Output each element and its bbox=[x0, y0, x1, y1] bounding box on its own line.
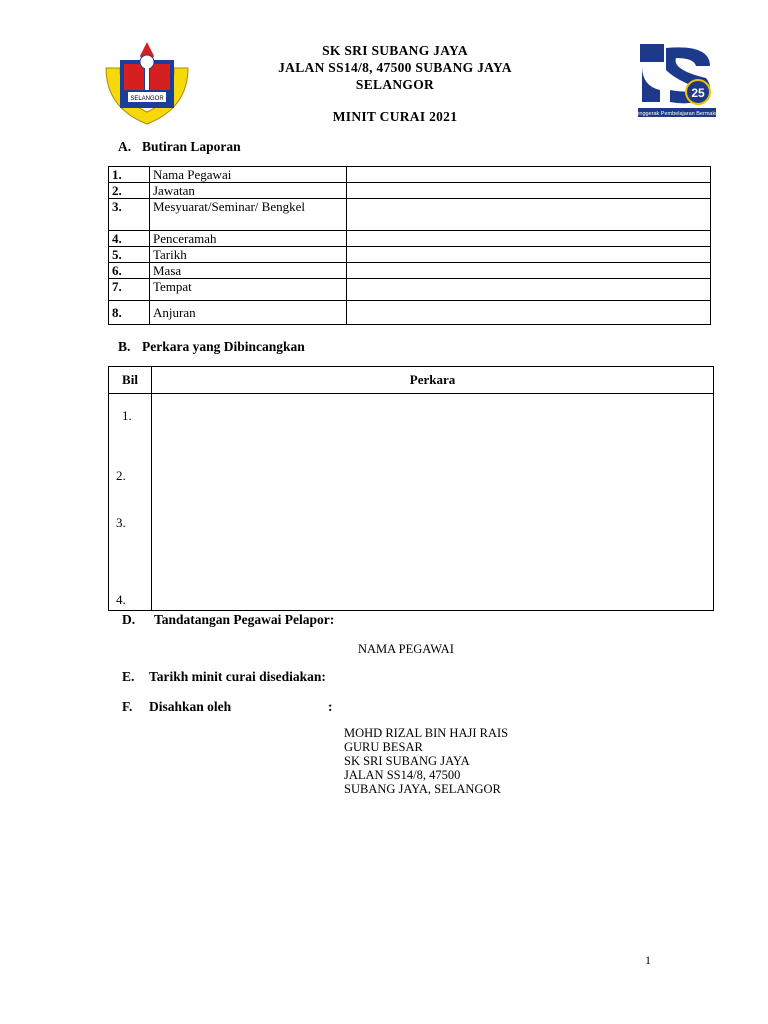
signatory-name: MOHD RIZAL BIN HAJI RAIS bbox=[344, 726, 509, 740]
row-label: Mesyuarat/Seminar/ Bengkel bbox=[150, 199, 347, 231]
signatory-address: JALAN SS14/8, 47500 bbox=[344, 768, 461, 782]
section-d-letter: D. bbox=[122, 612, 136, 627]
bil-item: 4. bbox=[116, 592, 126, 607]
row-label: Jawatan bbox=[150, 183, 347, 199]
school-state: SELANGOR bbox=[355, 77, 435, 92]
school-crest-logo bbox=[102, 38, 192, 126]
column-header-bil: Bil bbox=[109, 367, 152, 394]
section-a-heading bbox=[118, 139, 241, 155]
row-label: Masa bbox=[150, 263, 347, 279]
section-f-colon: : bbox=[328, 699, 333, 714]
anniversary-logo bbox=[636, 40, 718, 120]
column-header-perkara: Perkara bbox=[152, 367, 714, 394]
row-number: 6. bbox=[109, 263, 150, 279]
row-label: Penceramah bbox=[150, 231, 347, 247]
bil-item: 1. bbox=[122, 408, 132, 423]
row-value[interactable] bbox=[347, 167, 711, 183]
row-number: 7. bbox=[109, 279, 150, 301]
butiran-table bbox=[108, 166, 711, 325]
section-e-title: Tarikh minit curai disediakan: bbox=[149, 669, 326, 684]
row-value[interactable] bbox=[347, 247, 711, 263]
section-f-letter: F. bbox=[122, 699, 133, 714]
logo-number: 25 bbox=[691, 86, 705, 100]
section-f-heading bbox=[122, 699, 231, 715]
row-number: 5. bbox=[109, 247, 150, 263]
row-number: 8. bbox=[109, 301, 150, 325]
row-value[interactable] bbox=[347, 301, 711, 325]
row-value[interactable] bbox=[347, 199, 711, 231]
table-row bbox=[109, 231, 711, 247]
row-number: 1. bbox=[109, 167, 150, 183]
row-number: 3. bbox=[109, 199, 150, 231]
row-label: Nama Pegawai bbox=[150, 167, 347, 183]
row-value[interactable] bbox=[347, 231, 711, 247]
section-a-title: Butiran Laporan bbox=[142, 139, 241, 154]
signatory-school: SK SRI SUBANG JAYA bbox=[344, 754, 470, 768]
bil-cell bbox=[109, 394, 152, 611]
bil-item: 2. bbox=[116, 468, 126, 483]
section-b-heading bbox=[118, 339, 305, 355]
section-d-title: Tandatangan Pegawai Pelapor: bbox=[154, 612, 335, 627]
table-row bbox=[109, 247, 711, 263]
school-address: JALAN SS14/8, 47500 SUBANG JAYA bbox=[278, 60, 512, 75]
bil-item: 3. bbox=[116, 515, 126, 530]
perkara-cell[interactable] bbox=[152, 394, 714, 611]
row-label: Tempat bbox=[150, 279, 347, 301]
table-row bbox=[109, 279, 711, 301]
row-value[interactable] bbox=[347, 279, 711, 301]
section-b-title: Perkara yang Dibincangkan bbox=[142, 339, 305, 354]
section-a-letter: A. bbox=[118, 139, 132, 154]
officer-name-placeholder: NAMA PEGAWAI bbox=[358, 642, 454, 656]
section-d-heading bbox=[122, 612, 334, 628]
table-row bbox=[109, 199, 711, 231]
row-number: 2. bbox=[109, 183, 150, 199]
section-e-letter: E. bbox=[122, 669, 135, 684]
perkara-table bbox=[108, 366, 714, 611]
section-f-title: Disahkan oleh bbox=[149, 699, 232, 714]
logo-caption: Penggerak Pembelajaran Bermakna bbox=[636, 111, 718, 117]
section-e-heading bbox=[122, 669, 326, 685]
crest-text: SELANGOR bbox=[130, 96, 164, 102]
signatory-city: SUBANG JAYA, SELANGOR bbox=[344, 782, 501, 796]
page-number: 1 bbox=[645, 953, 651, 967]
section-b-letter: B. bbox=[118, 339, 131, 354]
row-value[interactable] bbox=[347, 263, 711, 279]
table-row bbox=[109, 183, 711, 199]
row-label: Tarikh bbox=[150, 247, 347, 263]
row-value[interactable] bbox=[347, 183, 711, 199]
signatory-block bbox=[344, 726, 508, 796]
table-row bbox=[109, 301, 711, 325]
school-name: SK SRI SUBANG JAYA bbox=[322, 43, 468, 58]
signatory-position: GURU BESAR bbox=[344, 740, 423, 754]
row-label: Anjuran bbox=[150, 301, 347, 325]
table-row bbox=[109, 263, 711, 279]
document-title: MINIT CURAI 2021 bbox=[332, 109, 458, 124]
table-row bbox=[109, 167, 711, 183]
row-number: 4. bbox=[109, 231, 150, 247]
